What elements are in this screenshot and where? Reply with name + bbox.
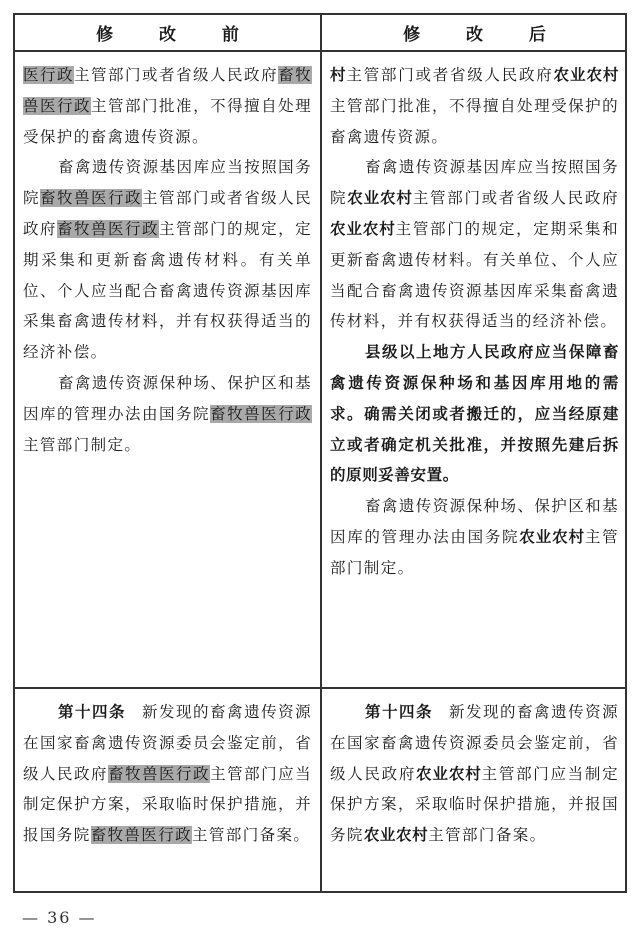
text-segment: 畜禽遗传资源保种场、保护区和基因库的管理办法由国务院 (330, 497, 619, 546)
highlighted-text: 畜牧兽医行政 (108, 764, 211, 783)
paragraph (330, 152, 619, 337)
bold-amended-text: 农业农村 (416, 764, 482, 783)
text-segment: 主管部门或者省级人民政府 (412, 189, 619, 208)
text-segment: 新发现的畜禽遗传资源在国家畜禽遗传资源委员会鉴定前，省级人民政府 (330, 703, 619, 783)
text-segment: 主管部门的规定，定期采集和更新畜禽遗传材料。有关单位、个人应当配合畜禽遗传资源基因库采集畜禽遗传材料，并有权获得适当的经济补偿。 (330, 219, 619, 331)
text-segment: 畜禽遗传资源保种场、保护区和基因库的管理办法由国务院 (23, 373, 312, 423)
text-segment: 畜禽遗传资源基因库应当按照国务院 (330, 158, 619, 208)
text-segment: 主管部门备案。 (192, 826, 311, 845)
bold-amended-text: 农业农村 (363, 826, 429, 845)
highlighted-text: 畜牧兽医行政 (23, 66, 312, 115)
paragraph (23, 60, 312, 152)
paragraph (330, 337, 619, 491)
text-segment: 主管部门备案。 (428, 826, 547, 845)
row2-before-cell (15, 689, 322, 891)
highlighted-text: 畜牧兽医行政 (210, 404, 312, 423)
text-segment: 新发现的畜禽遗传资源在国家畜禽遗传资源委员会鉴定前，省级人民政府 (23, 703, 312, 783)
page-number: — 36 — (22, 908, 97, 927)
text-segment: 主管部门或者省级人民政府 (23, 189, 312, 238)
text-segment: 畜禽遗传资源基因库应当按照国务院 (23, 158, 312, 208)
text-segment: 主管部门批准，不得擅自处理受保护的畜禽遗传资源。 (23, 96, 312, 146)
header-before: 修 改 前 (15, 15, 322, 52)
highlighted-text: 畜牧兽医行政 (90, 826, 193, 845)
header-after: 修 改 后 (322, 15, 627, 52)
highlighted-text: 畜牧兽医行政 (40, 189, 143, 208)
row2-after-cell (322, 689, 627, 891)
text-segment: 主管部门或者省级人民政府 (74, 66, 279, 84)
bold-amended-text: 农业农村 (330, 219, 396, 238)
highlighted-text: 畜牧兽医行政 (57, 219, 160, 238)
paragraph (330, 60, 619, 152)
text-segment: 主管部门制定。 (23, 435, 142, 454)
bold-amended-text: 县级以上地方人民政府应当保障畜禽遗传资源保种场和基因库用地的需求。确需关闭或者搬迁的，应当经原建立或者确定机关批准，并按照先建后拆的原则妥善安置。 (330, 343, 619, 485)
article-number: 第十四条 (365, 703, 434, 721)
bold-amended-text: 农业农村 (519, 527, 585, 546)
comparison-table (13, 13, 627, 893)
paragraph (23, 368, 312, 460)
row1-after-cell (322, 52, 627, 689)
paragraph (330, 697, 619, 851)
text-segment: 主管部门应当制定保护方案，采取临时保护措施，并报国务院 (23, 764, 312, 845)
paragraph (23, 152, 312, 368)
paragraph (23, 697, 312, 851)
bold-amended-text: 村 (330, 66, 347, 84)
article-number: 第十四条 (58, 703, 127, 721)
row1-before-cell (15, 52, 322, 689)
text-segment: 主管部门的规定，定期采集和更新畜禽遗传材料。有关单位、个人应当配合畜禽遗传资源基因库采集畜禽遗传材料，并有权获得适当的经济补偿。 (23, 219, 312, 362)
highlighted-text: 医行政 (23, 66, 75, 84)
paragraph (330, 491, 619, 583)
bold-amended-text: 农业农村 (347, 189, 413, 208)
text-segment: 主管部门或者省级人民政府 (346, 66, 554, 84)
text-segment: 主管部门应当制定保护方案，采取临时保护措施，并报国务院 (330, 764, 619, 845)
text-segment: 主管部门批准，不得擅自处理受保护的畜禽遗传资源。 (330, 96, 619, 146)
bold-amended-text: 农业农村 (553, 66, 619, 84)
text-segment: 主管部门制定。 (330, 527, 619, 577)
